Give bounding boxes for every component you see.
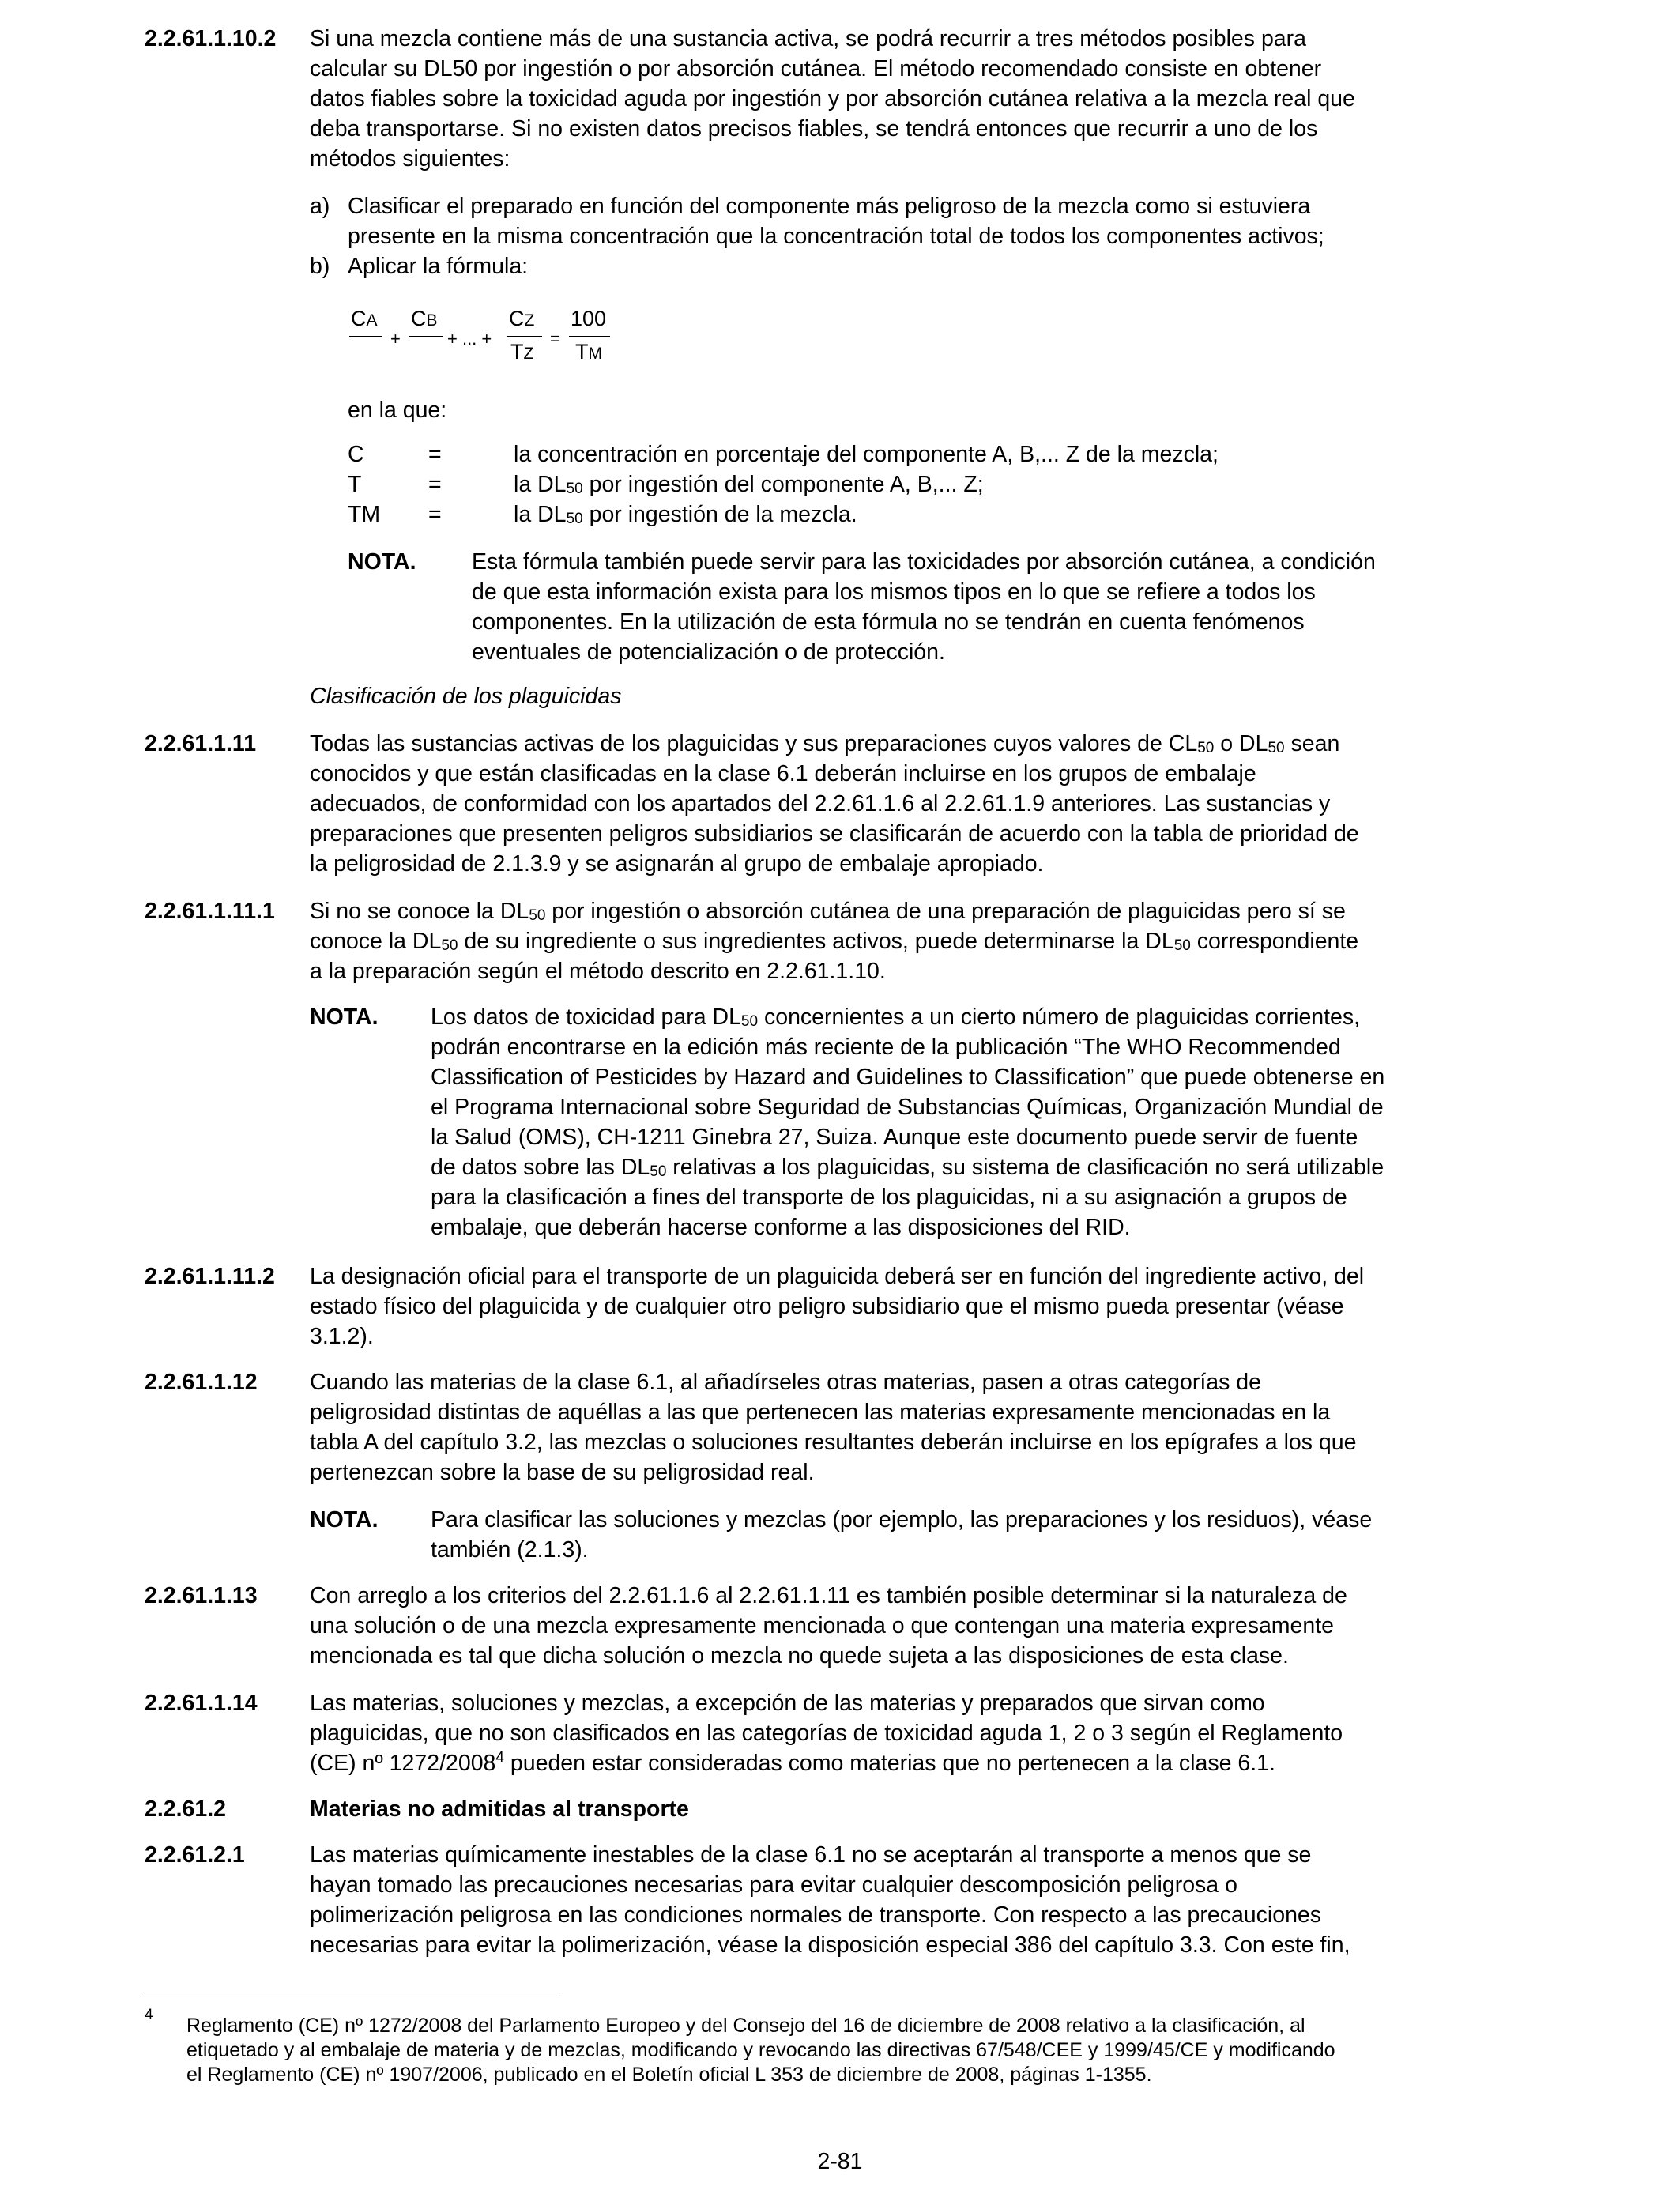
paragraph-text [310, 1261, 1533, 1351]
text-line: a la preparación según el método descrito en 2.2.61.1.10. [310, 959, 886, 984]
text-line: tabla A del capítulo 3.2, las mezclas o soluciones resultantes deberán incluirse en los epígrafes a los que [310, 1430, 1357, 1455]
text-line: Reglamento (CE) nº 1272/2008 del Parlamento Europeo y del Consejo del 16 de diciembre de 2008 relativo a la clasificación, al [186, 2015, 1305, 2037]
text-line: Si una mezcla contiene más de una sustancia activa, se podrá recurrir a tres métodos posibles para [310, 26, 1306, 51]
text-line: Las materias, soluciones y mezclas, a excepción de las materias y preparados que sirvan como [310, 1691, 1265, 1716]
formula-tz: TZ [510, 340, 534, 364]
text-line: la Salud (OMS), CH-1211 Ginebra 27, Suiza. Aunque este documento puede servir de fuente [431, 1125, 1358, 1150]
fraction-bar [409, 336, 443, 337]
text-line: deba transportarse. Si no existen datos precisos fiables, se tendrá entonces que recurrir a uno de los [310, 116, 1318, 141]
def-text: la $DL_{50}$ por ingestión del componente A, B,... Z; [514, 472, 984, 497]
formula [348, 304, 632, 375]
text-line: polimerización peligrosa en las condiciones normales de transporte. Con respecto a las precauciones [310, 1902, 1322, 1928]
text-line: adecuados, de conformidad con los apartados del 2.2.61.1.6 al 2.2.61.1.9 anteriores. Las sustancias y [310, 791, 1331, 816]
def-equals: = [428, 442, 442, 467]
paragraph-text [310, 896, 1533, 986]
text-line: datos fiables sobre la toxicidad aguda por ingestión y por absorción cutánea relativa a la mezcla real que [310, 86, 1355, 111]
paragraph-text [310, 1581, 1533, 1671]
text-line: una solución o de una mezcla expresamente mencionada o que contengan una materia expresamente [310, 1613, 1335, 1638]
fraction-bar [507, 336, 542, 337]
paragraph-text [310, 24, 1533, 174]
plus-sign: + [390, 329, 401, 349]
text-line: el Programa Internacional sobre Seguridad de Substancias Químicas, Organización Mundial de [431, 1095, 1384, 1120]
text-line: embalaje, que deberán hacerse conforme a las disposiciones del RID. [431, 1215, 1131, 1240]
formula-100: 100 [571, 307, 607, 330]
paragraph-text [310, 729, 1533, 879]
text-line: La designación oficial para el transporte de un plaguicida deberá ser en función del ingrediente activo, del [310, 1264, 1365, 1289]
text-line: Todas las sustancias activas de los plaguicidas y sus preparaciones cuyos valores de $CL_{50}$ o $DL_{50}$ sean [310, 731, 1340, 756]
text-line: presente en la misma concentración que la concentración total de todos los componentes activos; [348, 224, 1324, 249]
paragraph-number: 2.2.61.1.10.2 [145, 26, 277, 51]
text-line: de que esta información exista para los mismos tipos en lo que se refiere a todos los [472, 579, 1316, 605]
paragraph-number: 2.2.61.1.11 [145, 731, 257, 756]
text-line: calcular su DL50 por ingestión o por absorción cutánea. El método recomendado consiste en obtener [310, 56, 1322, 81]
list-label-b: b) [310, 254, 330, 279]
ellipsis-sum: + ... + [447, 329, 492, 349]
text-line: podrán encontrarse en la edición más reciente de la publicación “The WHO Recommended [431, 1035, 1341, 1060]
text-line: hayan tomado las precauciones necesarias para evitar cualquier descomposición peligrosa o [310, 1872, 1237, 1898]
footnote-text [186, 2014, 1533, 2087]
text-line: Para clasificar las soluciones y mezclas (por ejemplo, las preparaciones y los residuos), véase [431, 1507, 1373, 1532]
def-symbol: T [348, 472, 362, 497]
text-line: Clasificar el preparado en función del componente más peligroso de la mezcla como si estuviera [348, 194, 1311, 219]
footnote-ref: 4 [495, 1749, 504, 1766]
note-text [431, 1505, 1533, 1565]
note-label: NOTA. [310, 1005, 379, 1030]
text-line: componentes. En la utilización de esta fórmula no se tendrán en cuenta fenómenos [472, 609, 1305, 635]
def-symbol: C [348, 442, 364, 467]
page-number: 2-81 [817, 2149, 863, 2174]
text-line: para la clasificación a fines del transporte de los plaguicidas, ni a su asignación a grupos de [431, 1185, 1347, 1210]
fraction-bar [569, 336, 610, 337]
text-line: Cuando las materias de la clase 6.1, al añadírseles otras materias, pasen a otras categorías de [310, 1370, 1261, 1395]
subheading: Clasificación de los plaguicidas [310, 684, 622, 709]
paragraph-number: 2.2.61.1.11.1 [145, 899, 275, 924]
text-line: etiquetado y al embalaje de materia y de mezclas, modificando y revocando las directivas 67/548/CEE y 1999/45/CE y modificando [186, 2039, 1335, 2061]
def-text: la $DL_{50}$ por ingestión de la mezcla. [514, 502, 857, 527]
text-line: plaguicidas, que no son clasificados en las categorías de toxicidad aguda 1, 2 o 3 según el Reglamento [310, 1721, 1343, 1746]
list-item-b: Aplicar la fórmula: [348, 254, 529, 279]
list-item-a [348, 191, 1533, 251]
text-line: preparaciones que presenten peligros subsidiarios se clasificarán de acuerdo con la tabla de prioridad de [310, 821, 1359, 846]
def-symbol: TM [348, 502, 381, 527]
text-line: el Reglamento (CE) nº 1907/2006, publicado en el Boletín oficial L 353 de diciembre de 2008, páginas 1-1355. [186, 2064, 1152, 2086]
text-line: también (2.1.3). [431, 1537, 589, 1563]
paragraph-text [310, 1688, 1533, 1778]
text-line: eventuales de potencialización o de protección. [472, 639, 945, 665]
def-equals: = [428, 472, 442, 497]
paragraph-text [310, 1840, 1533, 1960]
def-text: la concentración en porcentaje del componente A, B,... Z de la mezcla; [514, 442, 1219, 467]
def-equals: = [428, 502, 442, 527]
text-line: de datos sobre las $DL_{50}$ relativas a los plaguicidas, su sistema de clasificación no será utilizable [431, 1155, 1384, 1180]
formula-cb: CB [411, 307, 438, 330]
note-text [472, 547, 1533, 667]
text-line: métodos siguientes: [310, 146, 510, 172]
paragraph-number: 2.2.61.1.13 [145, 1583, 258, 1608]
formula-cz: CZ [509, 307, 535, 330]
text-line: pertenezcan sobre la base de su peligrosidad real. [310, 1460, 815, 1485]
note-text [431, 1002, 1533, 1242]
en-la-que: en la que: [348, 398, 447, 423]
text-line: (CE) nº 1272/2008$^4$ pueden estar consideradas como materias que no pertenecen a la clase 6.1. [310, 1749, 1275, 1776]
text-line: Esta fórmula también puede servir para las toxicidades por absorción cutánea, a condición [472, 549, 1376, 575]
text-line: conoce la $DL_{50}$ de su ingrediente o sus ingredientes activos, puede determinarse la $DL_{50}$ correspondiente [310, 929, 1359, 954]
text-line: Los datos de toxicidad para $DL_{50}$ concernientes a un cierto número de plaguicidas corrientes, [431, 1005, 1361, 1030]
text-line: mencionada es tal que dicha solución o mezcla no quede sujeta a las disposiciones de esta clase. [310, 1643, 1289, 1668]
text-line: Con arreglo a los criterios del 2.2.61.1.6 al 2.2.61.1.11 es también posible determinar si la naturaleza de [310, 1583, 1347, 1608]
text-line: Classification of Pesticides by Hazard and Guidelines to Classification” que puede obtenerse en [431, 1065, 1385, 1090]
list-label-a: a) [310, 194, 330, 219]
text-line: peligrosidad distintas de aquéllas a las que pertenecen las materias expresamente mencionadas en la [310, 1400, 1331, 1425]
note-label: NOTA. [348, 549, 416, 575]
footnote-mark: 4 [145, 2007, 153, 2023]
text-line: Si no se conoce la $DL_{50}$ por ingestión o absorción cutánea de una preparación de plaguicidas pero sí se [310, 899, 1346, 924]
fraction-bar [349, 336, 382, 337]
note-label: NOTA. [310, 1507, 379, 1532]
paragraph-number: 2.2.61.1.14 [145, 1691, 258, 1716]
section-title: Materias no admitidas al transporte [310, 1796, 689, 1822]
equals-sign: = [550, 329, 560, 349]
text-line: necesarias para evitar la polimerización, véase la disposición especial 386 del capítulo 3.3. Con este fin, [310, 1932, 1350, 1958]
text-line: 3.1.2). [310, 1324, 374, 1349]
formula-tm: TM [575, 340, 602, 364]
text-line: Las materias químicamente inestables de la clase 6.1 no se aceptarán al transporte a menos que se [310, 1842, 1312, 1868]
text-line: estado físico del plaguicida y de cualquier otro peligro subsidiario que el mismo pueda presentar (véase [310, 1294, 1344, 1319]
paragraph-number: 2.2.61.1.11.2 [145, 1264, 275, 1289]
formula-ca: CA [351, 307, 378, 330]
text-line: la peligrosidad de 2.1.3.9 y se asignarán al grupo de embalaje apropiado. [310, 851, 1044, 876]
paragraph-number: 2.2.61.2.1 [145, 1842, 245, 1868]
paragraph-number: 2.2.61.1.12 [145, 1370, 258, 1395]
section-number: 2.2.61.2 [145, 1796, 227, 1822]
text-line: conocidos y que están clasificadas en la clase 6.1 deberán incluirse en los grupos de embalaje [310, 761, 1256, 786]
paragraph-text [310, 1367, 1533, 1487]
